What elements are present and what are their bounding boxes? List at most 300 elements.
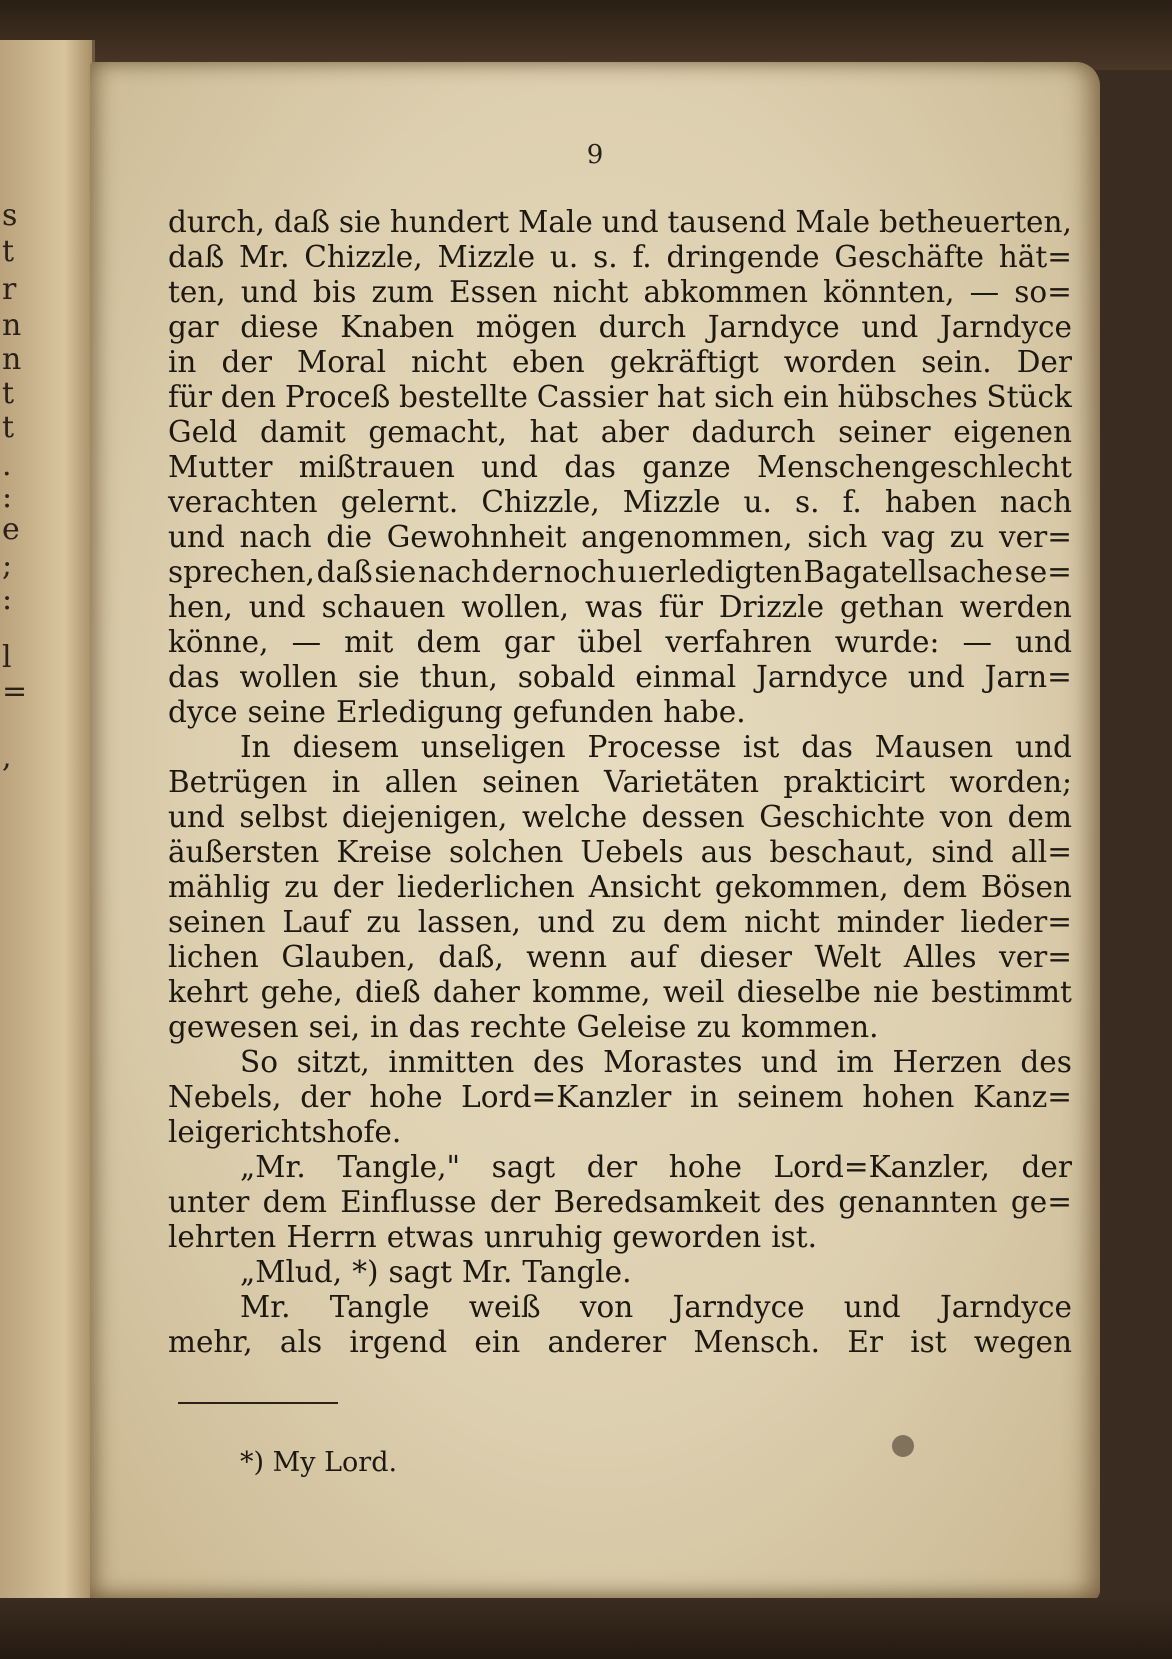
word: zum [371, 275, 434, 309]
word: Essen [449, 275, 538, 309]
word: zu [696, 1010, 732, 1044]
word: seinen [482, 765, 580, 799]
word: Herrn [286, 1220, 377, 1254]
word: zu [284, 870, 319, 904]
text-line [168, 1115, 1072, 1150]
text-line [168, 520, 1072, 555]
word: diese [240, 310, 319, 344]
word: hen, [168, 590, 233, 624]
word: nach [418, 555, 491, 589]
word: Geschäfte [834, 240, 984, 274]
word: hat [529, 415, 579, 449]
word: Tangle," [337, 1150, 461, 1184]
word: und [601, 205, 659, 239]
word: wenn [526, 940, 607, 974]
word: Jarn= [984, 660, 1072, 694]
word: wurde: [834, 625, 940, 659]
book-page [90, 62, 1100, 1602]
word: Bösen [980, 870, 1072, 904]
book-binding-top [0, 0, 1172, 70]
text-line [168, 800, 1072, 835]
word: s. [794, 485, 820, 519]
word: und [248, 590, 306, 624]
word: Mizzle [437, 240, 536, 274]
word: u. [743, 485, 772, 519]
word: Welt [814, 940, 882, 974]
word: nicht [411, 345, 487, 379]
text-line [168, 835, 1072, 870]
word: Chizzle, [481, 485, 600, 519]
word: von [579, 1290, 634, 1324]
word: Proceß [284, 380, 391, 414]
word: gefunden [512, 695, 654, 729]
word: worden; [949, 765, 1072, 799]
word: unter [168, 1185, 250, 1219]
word: dessen [641, 800, 745, 834]
word: sein. [921, 345, 992, 379]
text-line [168, 905, 1072, 940]
word: bestellte [398, 380, 528, 414]
word: Herzen [892, 1045, 1002, 1079]
facing-page-edge [0, 40, 95, 1600]
word: verfahren [665, 625, 812, 659]
word: gelernt. [340, 485, 459, 519]
word: sich [714, 380, 775, 414]
word: Drizzle [718, 590, 825, 624]
word: auf [629, 940, 678, 974]
text-line [168, 730, 1072, 765]
word: welche [521, 800, 628, 834]
word: in [690, 1080, 719, 1114]
word: noch [543, 555, 617, 589]
ink-stain [892, 1435, 914, 1457]
word: prakticirt [783, 765, 926, 799]
word: was [584, 590, 643, 624]
word: werden [959, 590, 1072, 624]
word: und [861, 310, 919, 344]
word: daß [168, 240, 225, 274]
word: daß [316, 555, 373, 589]
word: Knaben [340, 310, 455, 344]
word: Processe [587, 730, 721, 764]
word: der [300, 1080, 351, 1114]
word: sei, [308, 1010, 361, 1044]
word: beschaut, [769, 835, 915, 869]
facing-page-letter: r [2, 272, 17, 307]
word: f. [632, 240, 652, 274]
word: hohe [369, 1080, 443, 1114]
facing-page-letter: s [2, 198, 18, 233]
facing-page-letter: t [2, 410, 15, 445]
word: sie [338, 205, 381, 239]
word: ist [910, 1325, 947, 1359]
word: angenommen, [581, 520, 793, 554]
word: als [279, 1325, 323, 1359]
text-line [168, 1080, 1072, 1115]
word: zu [366, 905, 401, 939]
word: Glauben, [281, 940, 416, 974]
text-line [168, 240, 1072, 275]
text-line [168, 450, 1072, 485]
word: abkommen [643, 275, 809, 309]
word: ein [474, 1325, 521, 1359]
word: f. [842, 485, 862, 519]
word: Male [795, 205, 871, 239]
word: seine [247, 695, 327, 729]
word: s. [593, 240, 618, 274]
word: die [326, 520, 373, 554]
word: sie [374, 555, 417, 589]
word: eigenen [953, 415, 1072, 449]
word: so= [1014, 275, 1072, 309]
word: Ansicht [588, 870, 701, 904]
word: hohe [668, 1150, 742, 1184]
word: dem [416, 625, 481, 659]
word: diesem [292, 730, 399, 764]
word: So [240, 1045, 278, 1079]
word: Tangle [329, 1290, 430, 1324]
word: etwas [386, 1220, 474, 1254]
word: betheuerten, [878, 205, 1072, 239]
word: den [220, 380, 277, 414]
text-line [168, 660, 1072, 695]
facing-page-letter: . [2, 448, 12, 483]
word: Chizzle, [304, 240, 423, 274]
word: für [658, 590, 703, 624]
word: — [962, 625, 992, 659]
word: hat [656, 380, 706, 414]
word: des [533, 1045, 585, 1079]
word: Lauf [282, 905, 350, 939]
word: dieß [355, 975, 421, 1009]
word: u. [549, 240, 579, 274]
word: Bagatellsache [803, 555, 1013, 589]
word: Geschichte [759, 800, 926, 834]
word: aus [700, 835, 753, 869]
word: dem [902, 870, 967, 904]
word: Erledigung [336, 695, 503, 729]
word: sagt [388, 1255, 452, 1289]
word: übel [577, 625, 643, 659]
word: lichen [168, 940, 259, 974]
facing-page-letter: t [2, 234, 15, 269]
word: selbst [239, 800, 328, 834]
word: kehrt [168, 975, 249, 1009]
word: sind [931, 835, 994, 869]
word: In [240, 730, 271, 764]
word: bestimmt [931, 975, 1072, 1009]
word: hohen [862, 1080, 955, 1114]
word: Menschengeschlecht [756, 450, 1072, 484]
facing-page-letter: n [2, 308, 22, 343]
word: weil [662, 975, 725, 1009]
word: könnten, [823, 275, 955, 309]
word: der [489, 1185, 541, 1219]
book-binding-bottom [0, 1598, 1172, 1659]
word: gar [503, 625, 555, 659]
text-line [168, 205, 1072, 240]
word: dem [1007, 800, 1072, 834]
word: sich [807, 520, 868, 554]
text-line [168, 590, 1072, 625]
word: für [168, 380, 213, 414]
word: mehr, [168, 1325, 253, 1359]
word: dyce [168, 695, 238, 729]
word: der [586, 1150, 638, 1184]
text-line [168, 625, 1072, 660]
text-line [168, 975, 1072, 1010]
word: nach [999, 485, 1072, 519]
word: Betrügen [168, 765, 308, 799]
word: Varietäten [604, 765, 759, 799]
word: Stück [986, 380, 1072, 414]
word: vag [882, 520, 936, 554]
word: Kanz= [973, 1080, 1072, 1114]
word: gemacht, [368, 415, 508, 449]
word: nie [873, 975, 920, 1009]
word: des [1020, 1045, 1072, 1079]
word: daß [273, 205, 330, 239]
word: aber [600, 415, 669, 449]
word: Lord=Kanzler, [773, 1150, 990, 1184]
text-line [168, 1220, 1072, 1255]
word: durch [598, 310, 687, 344]
word: ein [782, 380, 829, 414]
word: hübsches [837, 380, 978, 414]
word: ist. [771, 1220, 818, 1254]
word: u [617, 555, 637, 589]
word: habe. [663, 695, 746, 729]
text-line [168, 1185, 1072, 1220]
word: ist [742, 730, 780, 764]
word: das [564, 450, 616, 484]
word: gekommen, [714, 870, 889, 904]
text-line [168, 485, 1072, 520]
word: worden [783, 345, 897, 379]
word: gekräftigt [609, 345, 759, 379]
word: verachten [168, 485, 318, 519]
word: daher [432, 975, 520, 1009]
footnote-rule [178, 1402, 338, 1404]
facing-page-letter: t [2, 376, 15, 411]
word: Kreise [336, 835, 432, 869]
word: Mausen [874, 730, 994, 764]
word: seinem [737, 1080, 844, 1114]
word: zu [949, 520, 985, 554]
word: Alles [903, 940, 977, 974]
footnote: *) My Lord. [240, 1447, 398, 1478]
word: der [332, 870, 384, 904]
word: damit [259, 415, 346, 449]
word: weiß [468, 1290, 541, 1324]
word: nicht [744, 905, 820, 939]
text-line [168, 275, 1072, 310]
text-line [168, 695, 1072, 730]
word: Gewohnheit [386, 520, 567, 554]
word: haben [884, 485, 977, 519]
facing-page-letter: = [2, 674, 28, 709]
word: dieser [699, 940, 793, 974]
word: Morastes [603, 1045, 743, 1079]
word: ver= [999, 940, 1072, 974]
text-line [168, 555, 1072, 590]
word: dieselbe [736, 975, 861, 1009]
word: Mensch. [693, 1325, 821, 1359]
word: komme, [532, 975, 651, 1009]
word: se= [1014, 555, 1072, 589]
word: inmitten [388, 1045, 515, 1079]
word: genannten [838, 1185, 998, 1219]
word: bis [312, 275, 357, 309]
word: Mutter [168, 450, 273, 484]
word: ıerledigten [638, 555, 802, 589]
facing-page-letter: : [2, 480, 13, 515]
word: ten, [168, 275, 226, 309]
word: sobald [517, 660, 616, 694]
word: Geleise [576, 1010, 687, 1044]
word: ge= [1010, 1185, 1072, 1219]
word: — [969, 275, 1000, 309]
word: schauen [321, 590, 446, 624]
word: des [773, 1185, 826, 1219]
text-line [168, 1325, 1072, 1360]
word: mögen [475, 310, 577, 344]
word: Mr. [239, 240, 290, 274]
word: und [168, 520, 225, 554]
word: Einflusse [340, 1185, 477, 1219]
word: nach [239, 520, 312, 554]
word: diejenigen, [341, 800, 508, 834]
word: Geld [168, 415, 238, 449]
word: gethan [840, 590, 944, 624]
word: eben [511, 345, 585, 379]
word: tausend [667, 205, 787, 239]
word: durch, [168, 205, 265, 239]
word: das [408, 1010, 461, 1044]
word: in [370, 1010, 399, 1044]
text-line [168, 1010, 1072, 1045]
word: thun, [419, 660, 498, 694]
word: „Mr. [240, 1150, 306, 1184]
word: sagt [491, 1150, 556, 1184]
word: Tangle. [522, 1255, 632, 1289]
word: allen [384, 765, 458, 799]
text-line [168, 1255, 1072, 1290]
word: der [1021, 1150, 1072, 1184]
word: könne, [168, 625, 269, 659]
text-line [168, 1150, 1072, 1185]
word: im [836, 1045, 874, 1079]
word: einmal [635, 660, 737, 694]
word: dringende [666, 240, 820, 274]
text-line [168, 345, 1072, 380]
word: minder [836, 905, 944, 939]
word: daß, [438, 940, 504, 974]
facing-page-letter: e [2, 512, 20, 547]
word: dem [662, 905, 728, 939]
word: liederlichen [397, 870, 575, 904]
word: von [939, 800, 994, 834]
word: gehe, [260, 975, 343, 1009]
body-text [168, 205, 1072, 1360]
word: sie [357, 660, 400, 694]
word: Jarndyce [672, 1290, 805, 1324]
word: unruhig [484, 1220, 603, 1254]
word: Jarndyce [756, 660, 889, 694]
word: Beredsamkeit [553, 1185, 761, 1219]
word: Jarndyce [939, 1290, 1072, 1324]
word: und [843, 1290, 901, 1324]
word: Mr. [461, 1255, 513, 1289]
word: und [760, 1045, 818, 1079]
word: ganze [642, 450, 731, 484]
page-number: 9 [586, 140, 604, 170]
word: Moral [296, 345, 387, 379]
text-line [168, 415, 1072, 450]
text-line [168, 380, 1072, 415]
word: leigerichtshofe. [168, 1115, 402, 1149]
word: und [907, 660, 965, 694]
word: rechte [470, 1010, 567, 1044]
word: all= [1010, 835, 1072, 869]
word: Uebels [580, 835, 684, 869]
text-line [168, 1290, 1072, 1325]
word: dadurch [691, 415, 816, 449]
word: unseligen [420, 730, 566, 764]
word: sitzt, [296, 1045, 370, 1079]
word: mit [344, 625, 394, 659]
text-line [168, 870, 1072, 905]
word: Der [1016, 345, 1072, 379]
word: mählig [168, 870, 271, 904]
text-line [168, 1045, 1072, 1080]
word: — [291, 625, 322, 659]
facing-page-letter: ; [2, 548, 13, 583]
word: und [537, 905, 595, 939]
word: und [481, 450, 539, 484]
word: *) [352, 1255, 379, 1289]
word: gar [168, 310, 219, 344]
facing-page-letter: l [2, 640, 12, 675]
word: kommen. [741, 1010, 879, 1044]
word: Mizzle [622, 485, 721, 519]
facing-page-letter: , [2, 740, 12, 775]
word: Er [847, 1325, 883, 1359]
word: lehrten [168, 1220, 277, 1254]
word: Nebels, [168, 1080, 282, 1114]
word: der [491, 555, 543, 589]
word: Jarndyce [707, 310, 840, 344]
word: solchen [449, 835, 564, 869]
word: „Mlud, [240, 1255, 343, 1289]
word: und [1015, 730, 1072, 764]
word: nicht [552, 275, 629, 309]
word: Mr. [240, 1290, 291, 1324]
word: hundert [389, 205, 510, 239]
word: geworden [612, 1220, 762, 1254]
word: das [168, 660, 220, 694]
word: lieder= [960, 905, 1072, 939]
word: in [168, 345, 197, 379]
word: in [331, 765, 361, 799]
word: das [801, 730, 853, 764]
word: Cassier [536, 380, 649, 414]
word: der [221, 345, 272, 379]
word: seiner [838, 415, 931, 449]
text-line [168, 310, 1072, 345]
word: Lord=Kanzler [461, 1080, 672, 1114]
word: gewesen [168, 1010, 299, 1044]
